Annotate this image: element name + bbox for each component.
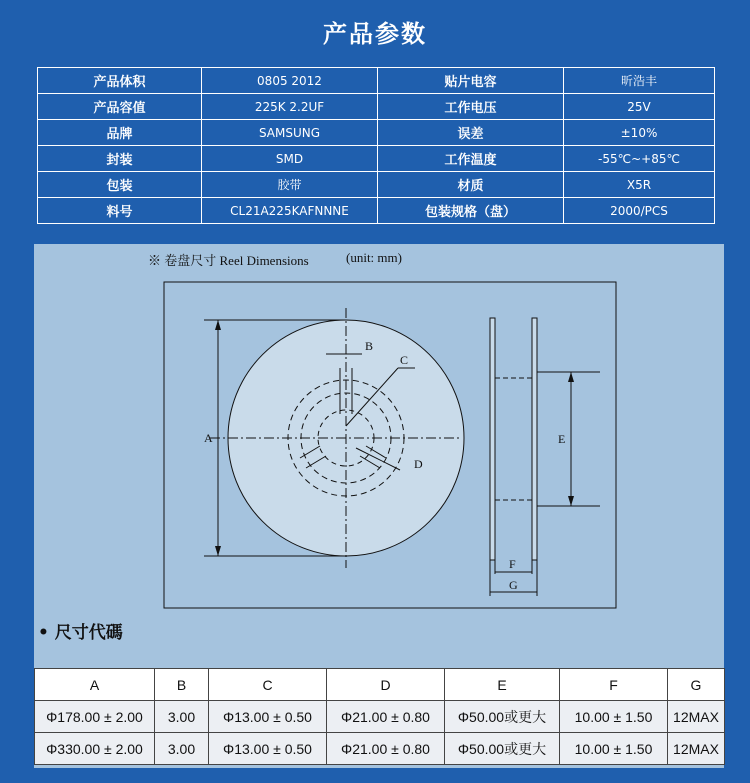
table-cell: 3.00 bbox=[155, 733, 209, 765]
section-label bbox=[38, 618, 123, 643]
table-row bbox=[35, 733, 725, 765]
spec-row bbox=[38, 172, 715, 198]
diagram-caption: ※ 卷盘尺寸 Reel Dimensions bbox=[148, 253, 309, 268]
table-cell: 10.00 ± 1.50 bbox=[560, 701, 668, 733]
spec-label: 产品容值 bbox=[38, 94, 202, 120]
dim-g-label: G bbox=[509, 578, 518, 592]
arrow-icon bbox=[215, 546, 221, 556]
table-cell: Φ13.00 ± 0.50 bbox=[209, 733, 327, 765]
table-cell: 12MAX bbox=[668, 733, 725, 765]
spec-row bbox=[38, 94, 715, 120]
spec-row bbox=[38, 120, 715, 146]
dim-a-label: A bbox=[204, 431, 213, 445]
spec-table bbox=[37, 67, 715, 224]
column-header: A bbox=[35, 669, 155, 701]
spec-label: 贴片电容 bbox=[378, 68, 564, 94]
spec-value: CL21A225KAFNNNE bbox=[202, 198, 378, 224]
spec-value: X5R bbox=[564, 172, 715, 198]
spec-value: SMD bbox=[202, 146, 378, 172]
spec-label: 封装 bbox=[38, 146, 202, 172]
spec-value: SAMSUNG bbox=[202, 120, 378, 146]
spec-label: 品牌 bbox=[38, 120, 202, 146]
reel-flange-left bbox=[490, 318, 495, 560]
spec-label: 工作温度 bbox=[378, 146, 564, 172]
dim-b-label: B bbox=[365, 339, 374, 353]
table-cell: Φ50.00或更大 bbox=[445, 733, 560, 765]
table-cell: Φ178.00 ± 2.00 bbox=[35, 701, 155, 733]
spec-value: 225K 2.2UF bbox=[202, 94, 378, 120]
arrow-icon bbox=[568, 496, 574, 506]
table-cell: 3.00 bbox=[155, 701, 209, 733]
table-cell: Φ21.00 ± 0.80 bbox=[327, 733, 445, 765]
column-header: D bbox=[327, 669, 445, 701]
reel-flange-right bbox=[532, 318, 537, 560]
reel-diagram bbox=[160, 278, 620, 613]
spec-value: 胶带 bbox=[202, 172, 378, 198]
dim-f-label: F bbox=[509, 557, 516, 571]
spec-label: 产品体积 bbox=[38, 68, 202, 94]
dim-d-label: D bbox=[414, 457, 423, 471]
spec-row bbox=[38, 68, 715, 94]
table-cell: Φ21.00 ± 0.80 bbox=[327, 701, 445, 733]
spec-value: 2000/PCS bbox=[564, 198, 715, 224]
dim-c-label: C bbox=[400, 353, 409, 367]
page-title: 产品参数 bbox=[323, 20, 427, 48]
spec-value: 0805 2012 bbox=[202, 68, 378, 94]
table-cell: Φ330.00 ± 2.00 bbox=[35, 733, 155, 765]
spec-value: 25V bbox=[564, 94, 715, 120]
diagram-unit: (unit: mm) bbox=[346, 250, 402, 265]
spec-label: 包装 bbox=[38, 172, 202, 198]
table-cell: 12MAX bbox=[668, 701, 725, 733]
arrow-icon bbox=[215, 320, 221, 330]
column-header: E bbox=[445, 669, 560, 701]
spec-row bbox=[38, 198, 715, 224]
column-header: G bbox=[668, 669, 725, 701]
spec-value: -55℃~+85℃ bbox=[564, 146, 715, 172]
spec-label: 料号 bbox=[38, 198, 202, 224]
table-header-row bbox=[35, 669, 725, 701]
spec-row bbox=[38, 146, 715, 172]
column-header: B bbox=[155, 669, 209, 701]
spec-label: 材质 bbox=[378, 172, 564, 198]
bullet-icon: • bbox=[38, 623, 49, 643]
table-cell: 10.00 ± 1.50 bbox=[560, 733, 668, 765]
table-cell: Φ13.00 ± 0.50 bbox=[209, 701, 327, 733]
dim-e-label: E bbox=[558, 432, 566, 446]
column-header: F bbox=[560, 669, 668, 701]
dimensions-table bbox=[34, 668, 725, 765]
column-header: C bbox=[209, 669, 327, 701]
arrow-icon bbox=[568, 372, 574, 382]
spec-value: 昕浩丰 bbox=[564, 68, 715, 94]
table-cell: Φ50.00或更大 bbox=[445, 701, 560, 733]
spec-value: ±10% bbox=[564, 120, 715, 146]
section-label-text: 尺寸代碼 bbox=[54, 623, 123, 643]
spec-label: 工作电压 bbox=[378, 94, 564, 120]
table-row bbox=[35, 701, 725, 733]
spec-label: 包装规格（盘） bbox=[378, 198, 564, 224]
spec-label: 误差 bbox=[378, 120, 564, 146]
